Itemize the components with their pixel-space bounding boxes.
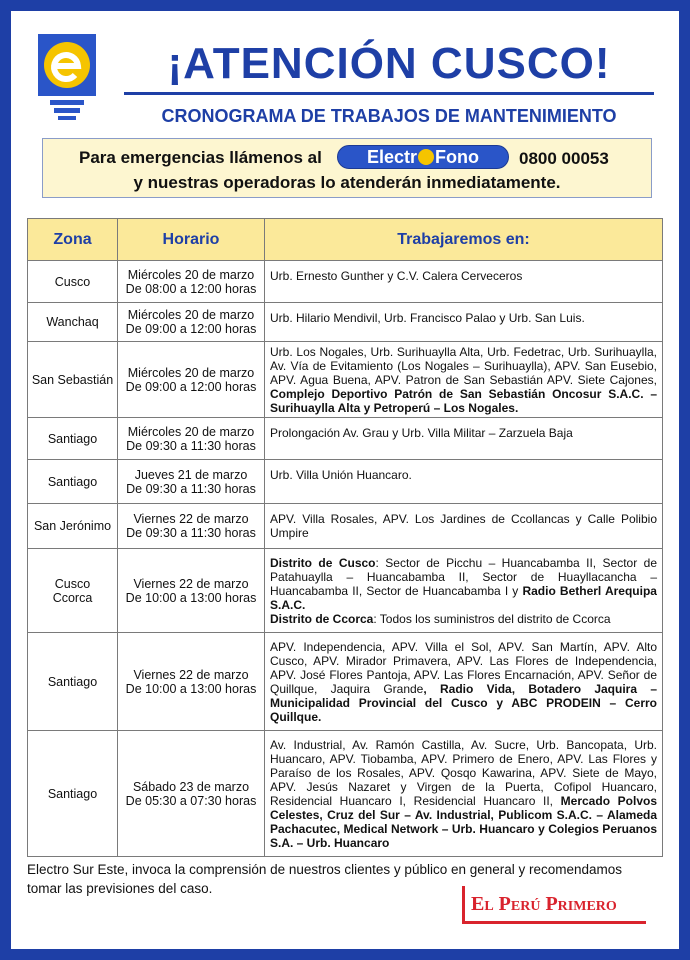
table-row — [28, 504, 663, 549]
horario-time: De 09:30 a 11:30 horas — [126, 438, 256, 453]
horario-date: Jueves 21 de marzo — [134, 467, 248, 482]
header — [24, 24, 654, 132]
cell-horario — [118, 504, 265, 549]
cell-trabajos — [265, 342, 663, 418]
cell-zona: San Sebastián — [28, 342, 118, 418]
cell-zona: Santiago — [28, 633, 118, 731]
col-header-horario: Horario — [118, 219, 265, 261]
cell-trabajos: Prolongación Av. Grau y Urb. Villa Militar – Zarzuela Baja — [265, 418, 663, 460]
emergency-phone[interactable]: 0800 00053 — [519, 149, 609, 168]
horario-date: Sábado 23 de marzo — [132, 779, 250, 794]
trabajos-text: Urb. Los Nogales, Urb. Surihuaylla Alta, Urb. Fedetrac, Urb. Surihuaylla, Av. Vía de Evitamiento (Los Nogales – Surihuaylla), APV. San Eusebio, APV. Agua Buena, APV. Patron de San Sebastián APV. Siete Cajones, — [270, 344, 657, 387]
trabajos-text: APV. Independencia, APV. Villa el Sol, APV. San Martín, APV. Alto Cusco, APV. Mirador Primavera, APV. Las Flores de Independencia, APV. José Flores Pantoja, APV. Las Flores Encarnación, APV. Señor de Quillque, Jaquira Grande — [270, 639, 657, 696]
cell-zona: Cusco — [28, 261, 118, 303]
emergency-text: Para emergencias llámenos al — [79, 148, 322, 167]
cell-zona: San Jerónimo — [28, 504, 118, 549]
cell-trabajos: Urb. Villa Unión Huancaro. — [265, 460, 663, 504]
table-row — [28, 549, 663, 633]
trabajos-text: Av. Industrial, Av. Ramón Castilla, Av. Sucre, Urb. Bancopata, Urb. Huancaro, APV. Tiobamba, APV. Primero de Enero, APV. Las Flores y Paraíso de los Rosales, APV. Qosqo Kawarina, APV. Siete de Mayo, APV. Jesús Nazaret y Virgen de la Puerta, Cofipol Huancaro, Residencial Huancaro I, Residencial Huancaro II, — [270, 737, 657, 808]
table-row — [28, 342, 663, 418]
table-row — [28, 460, 663, 504]
cell-horario — [118, 633, 265, 731]
cell-zona: Santiago — [28, 460, 118, 504]
col-header-trabajaremos: Trabajaremos en: — [265, 219, 663, 261]
cell-trabajos: APV. Villa Rosales, APV. Los Jardines de Ccollancas y Calle Polibio Umpire — [265, 504, 663, 549]
cell-zona: Santiago — [28, 731, 118, 857]
footer-note: Electro Sur Este, invoca la comprensión de nuestros clientes y público en general y recomendamos tomar las previsiones del caso. — [27, 862, 623, 896]
trabajos-bold: Complejo Deportivo Patrón de San Sebastián Oncosur S.A.C. – Surihuaylla Alta y Petroperú – Los Nogales. — [270, 386, 657, 415]
electro-sur-este-logo-icon — [36, 32, 98, 122]
table-row — [28, 303, 663, 342]
cell-trabajos: Urb. Hilario Mendivil, Urb. Francisco Palao y Urb. San Luis. — [265, 303, 663, 342]
page-title: ¡ATENCIÓN CUSCO! — [124, 38, 654, 95]
trabajos-bold: , Radio Vida, Botadero Jaquira – Municipalidad Provincial del Cusco y ABC PRODEIN – Cerro Quillque. — [270, 681, 657, 724]
emergency-text-2: y nuestras operadoras lo atenderán inmediatamente. — [133, 173, 561, 192]
schedule-table — [27, 218, 663, 857]
emergency-box — [42, 138, 652, 198]
col-header-zona: Zona — [28, 219, 118, 261]
table-row — [28, 731, 663, 857]
horario-time: De 09:00 a 12:00 horas — [125, 379, 257, 394]
table-row — [28, 418, 663, 460]
cell-trabajos — [265, 633, 663, 731]
trabajos-bold: Radio Betherl Arequipa S.A.C. — [270, 583, 657, 612]
horario-time: De 09:30 a 11:30 horas — [126, 526, 256, 540]
cell-horario — [118, 731, 265, 857]
horario-date: Viernes 22 de marzo — [133, 667, 249, 682]
distrito-label: Distrito de Ccorca — [270, 611, 374, 626]
cell-zona — [28, 549, 118, 633]
cell-trabajos: Urb. Ernesto Gunther y C.V. Calera Cerveceros — [265, 261, 663, 303]
cell-horario — [118, 460, 265, 504]
horario-date: Miércoles 20 de marzo — [127, 308, 255, 322]
yellow-dot-icon — [418, 149, 434, 165]
horario-date: Miércoles 20 de marzo — [127, 365, 255, 380]
trabajos-text: : Sector de Picchu – Huancabamba II, Sector de Patahuaylla – Huancabamba II, Sector de Huayllacancha – Huancabamba II, Sector de Huancabamba I y — [270, 555, 657, 598]
horario-date: Viernes 22 de marzo — [133, 512, 249, 526]
cell-zona: Santiago — [28, 418, 118, 460]
zona-line: Cusco — [54, 576, 91, 591]
table-row — [28, 261, 663, 303]
cell-zona: Wanchaq — [28, 303, 118, 342]
cell-horario — [118, 418, 265, 460]
cell-trabajos — [265, 731, 663, 857]
horario-date: Viernes 22 de marzo — [133, 576, 249, 591]
horario-date: Miércoles 20 de marzo — [127, 424, 255, 439]
cell-horario — [118, 303, 265, 342]
cell-horario — [118, 549, 265, 633]
cell-horario — [118, 342, 265, 418]
horario-date: Miércoles 20 de marzo — [127, 267, 255, 282]
table-header-row — [28, 219, 663, 261]
horario-time: De 05:30 a 07:30 horas — [125, 793, 257, 808]
horario-time: De 08:00 a 12:00 horas — [125, 281, 257, 296]
cell-horario — [118, 261, 265, 303]
horario-time: De 09:00 a 12:00 horas — [125, 322, 257, 336]
page-subtitle: CRONOGRAMA DE TRABAJOS DE MANTENIMIENTO — [161, 106, 617, 126]
table-row — [28, 633, 663, 731]
horario-time: De 10:00 a 13:00 horas — [125, 590, 257, 605]
zona-line: Ccorca — [52, 590, 93, 605]
cell-trabajos — [265, 549, 663, 633]
trabajos-text: : Todos los suministros del distrito de Ccorca — [373, 611, 611, 626]
electrofono-logo: Electr Fono — [337, 145, 509, 169]
horario-time: De 10:00 a 13:00 horas — [125, 681, 257, 696]
distrito-label: Distrito de Cusco — [270, 555, 376, 570]
horario-time: De 09:30 a 11:30 horas — [126, 481, 256, 496]
el-peru-primero-slogan: El Perú Primero — [462, 886, 646, 924]
trabajos-bold: Mercado Polvos Celestes, Cruz del Sur – Av. Industrial, Publicom S.A.C. – Alameda Pachacutec, Medical Network – Urb. Huancaro y Colegios Peruanos S.A. – Urb. Huancaro — [270, 793, 658, 850]
